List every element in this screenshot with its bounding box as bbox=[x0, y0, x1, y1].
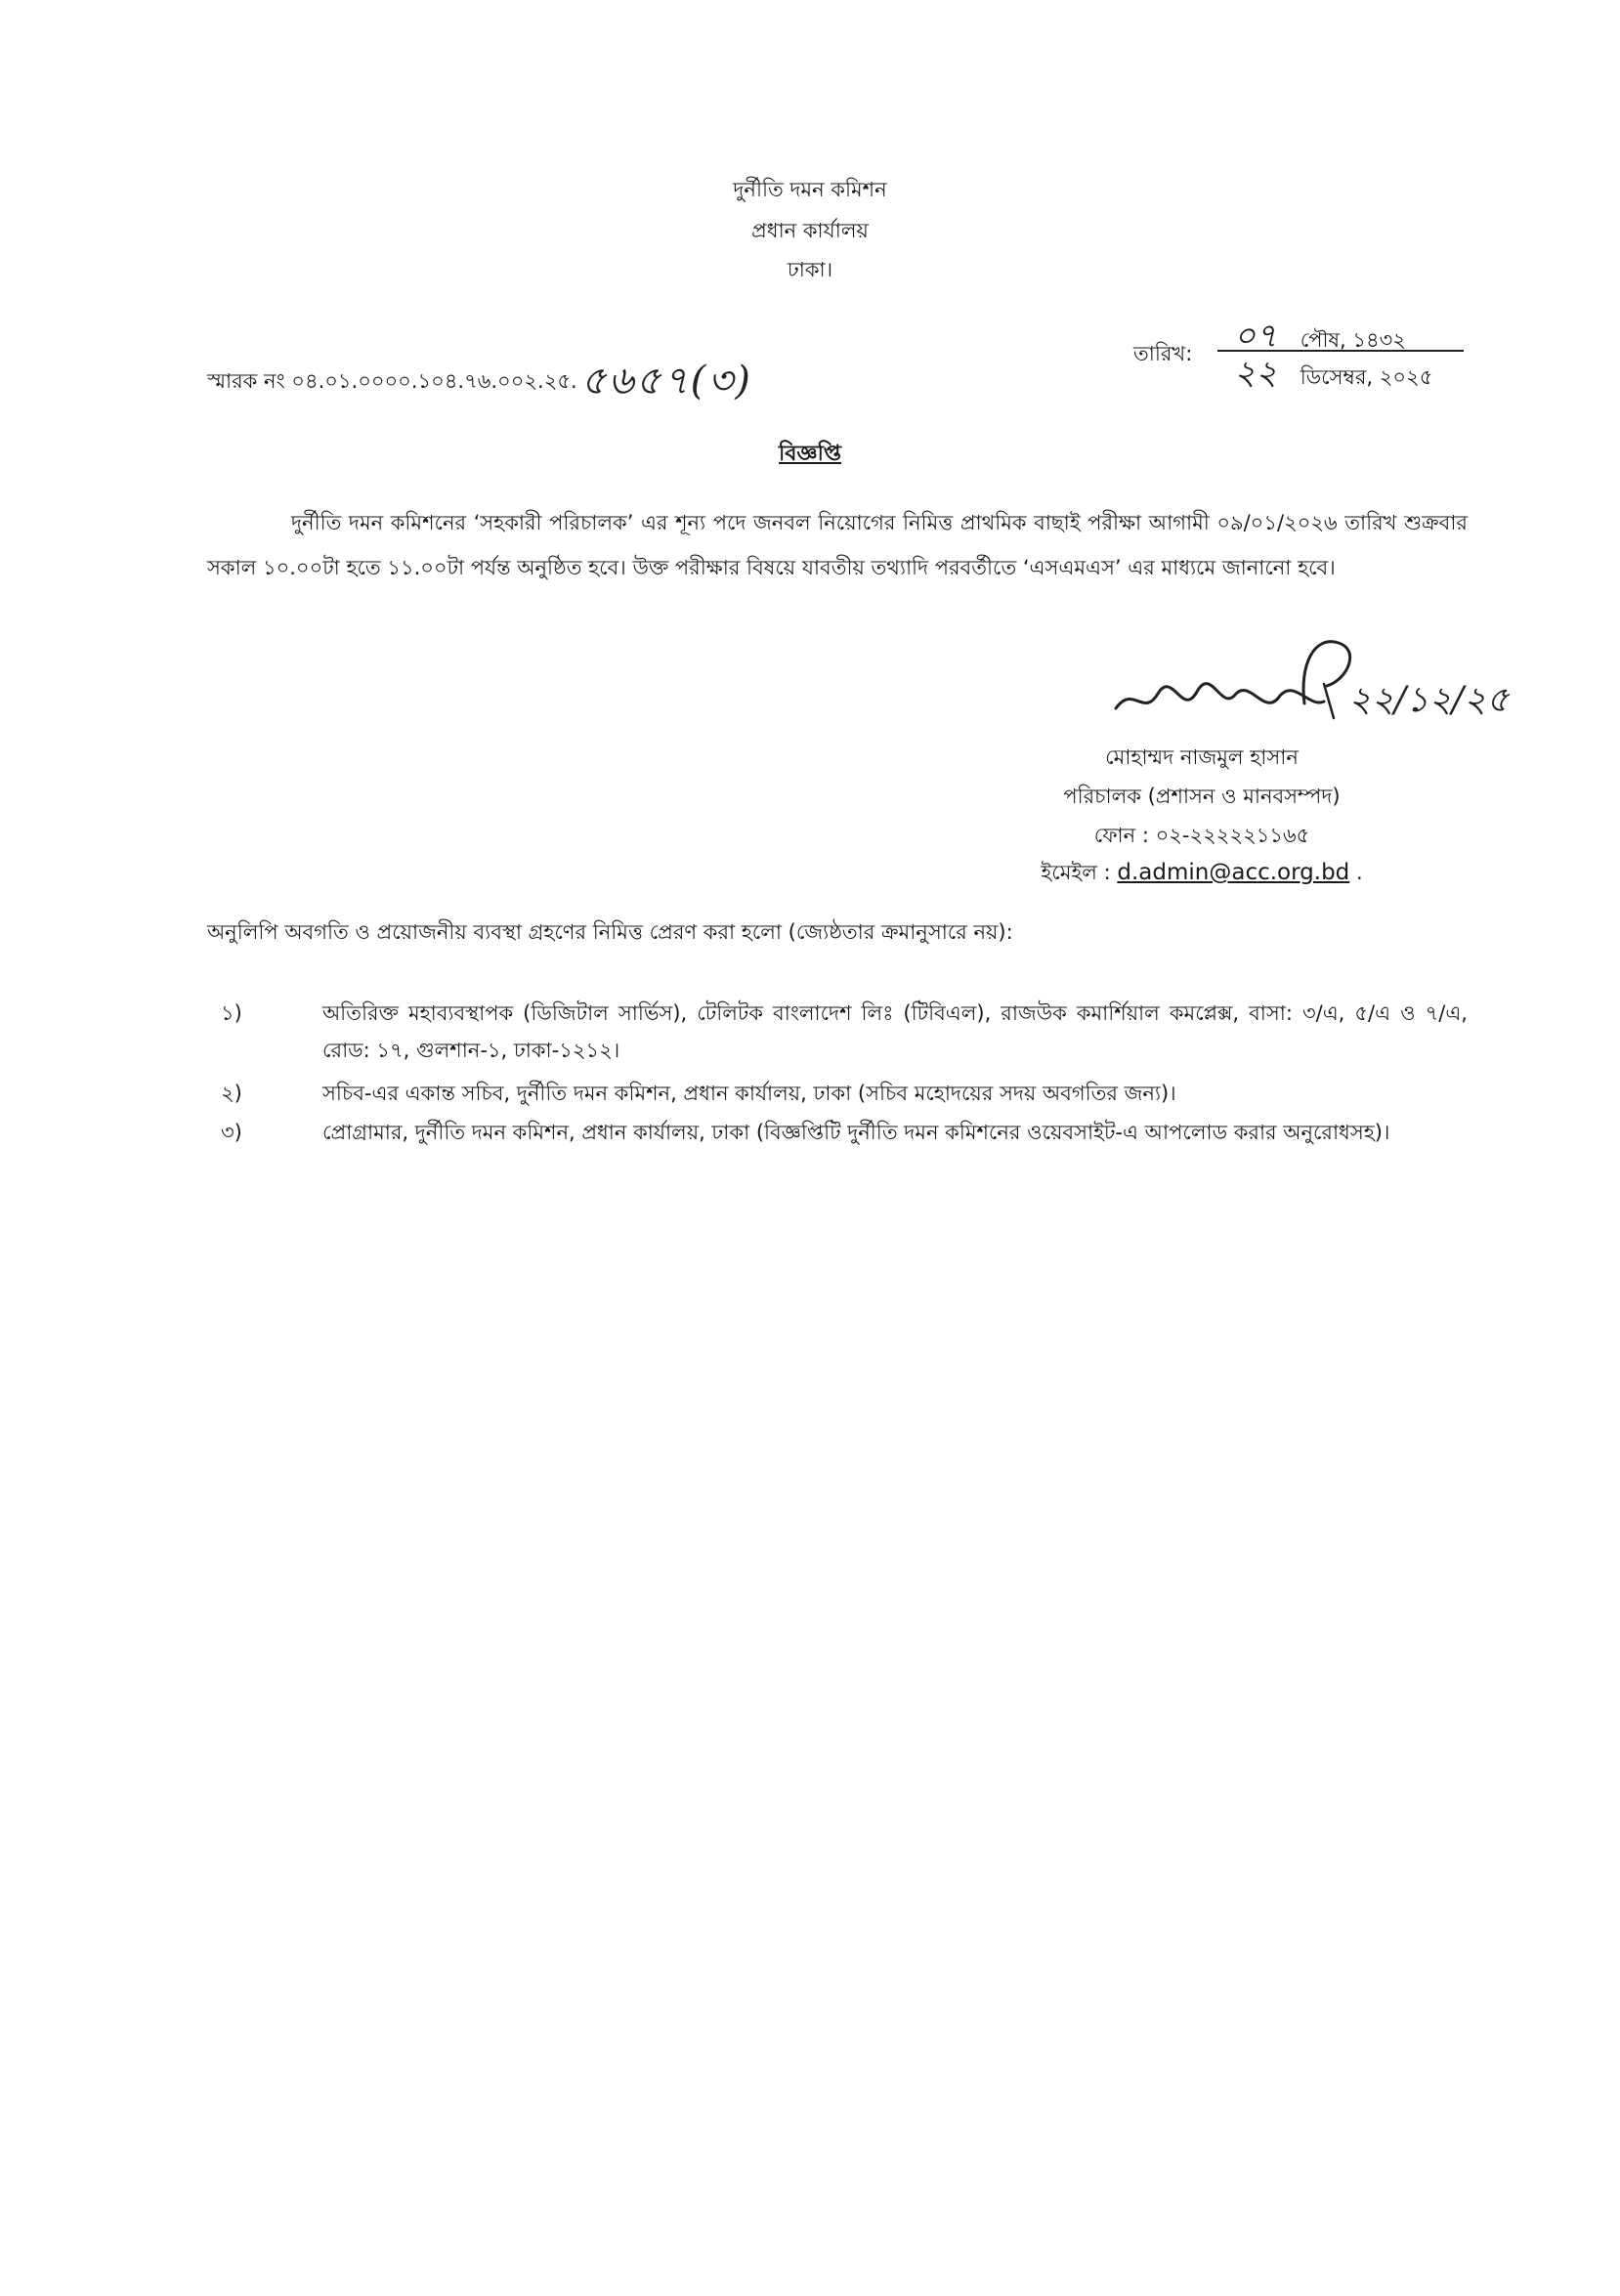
english-month-year: ডিসেম্বর, ২০২৫ bbox=[1300, 365, 1433, 389]
cc-item-text: সচিব-এর একান্ত সচিব, দুর্নীতি দমন কমিশন, প্রধান কার্যালয়, ঢাকা (সচিব মহোদয়ের সদয় অবগতির জন্য)। bbox=[322, 1082, 1176, 1105]
signatory-name: মোহাম্মদ নাজমুল হাসান bbox=[1105, 745, 1299, 769]
date-english bbox=[1217, 348, 1432, 404]
cc-item-text: অতিরিক্ত মহাব্যবস্থাপক (ডিজিটাল সার্ভিস), টেলিটক বাংলাদেশ লিঃ (টিবিএল), রাজউক কমার্শিয়াল কমপ্লেক্স, বাসা: ৩/এ, ৫/এ ও ৭/এ, রোড: ১৭, গুলশান-১, ঢাকা-১২১২। bbox=[322, 1001, 1468, 1062]
signatory-phone: ফোন : ০২-২২২২২১১৬৫ bbox=[1093, 824, 1310, 847]
signatory-designation: পরিচালক (প্রশাসন ও মানবসম্পদ) bbox=[1063, 785, 1341, 808]
memo-label: স্মারক নং ০৪.০১.০০০০.১০৪.৭৬.০০২.২৫. bbox=[207, 369, 577, 393]
email-link[interactable]: d.admin@acc.org.bd bbox=[1117, 860, 1350, 885]
email-trailing-dot: . bbox=[1355, 861, 1363, 884]
bangla-day: ০৭ bbox=[1233, 317, 1278, 356]
notice-title: বিজ্ঞপ্তি bbox=[779, 442, 841, 466]
memo-reference bbox=[207, 344, 752, 409]
notice-body: দুর্নীতি দমন কমিশনের ‘সহকারী পরিচালক’ এর শূন্য পদে জনবল নিয়োগের নিমিত্ত প্রাথমিক বাছাই পরীক্ষা আগামী ০৯/০১/২০২৬ তারিখ শুক্রবার সকাল ১০.০০টা হতে ১১.০০টা পর্যন্ত অনুষ্ঠিত হবে। উক্ত পরীক্ষার বিষয়ে যাবতীয় তথ্যাদি পরবর্তীতে ‘এসএমএস’ এর মাধ্যমে জানানো হবে। bbox=[207, 511, 1468, 579]
signature-date: ২২/১২/২৫ bbox=[1348, 680, 1510, 720]
handwritten-signature bbox=[1104, 625, 1514, 733]
cc-item-number: ২) bbox=[221, 1082, 242, 1105]
city-name: ঢাকা। bbox=[787, 258, 833, 281]
cc-item-number: ১) bbox=[221, 1001, 242, 1025]
organization-name: দুর্নীতি দমন কমিশন bbox=[733, 178, 887, 201]
office-name: প্রধান কার্যালয় bbox=[751, 219, 869, 242]
cc-heading: অনুলিপি অবগতি ও প্রয়োজনীয় ব্যবস্থা গ্রহণের নিমিত্ত প্রেরণ করা হলো (জ্যেষ্ঠতার ক্রমানুসারে নয়): bbox=[207, 920, 1013, 944]
signatory-email-line bbox=[977, 853, 1427, 892]
cc-item-number: ৩) bbox=[221, 1121, 242, 1144]
date-label: তারিখ: bbox=[1133, 342, 1193, 365]
memo-handwritten-number: ৫৬৫৭(৩) bbox=[580, 359, 752, 404]
email-label: ইমেইল : bbox=[1041, 861, 1111, 884]
english-day: ২২ bbox=[1233, 354, 1278, 393]
bangla-month-year: পৌষ, ১৪৩২ bbox=[1300, 328, 1406, 352]
cc-item-text: প্রোগ্রামার, দুর্নীতি দমন কমিশন, প্রধান কার্যালয়, ঢাকা (বিজ্ঞপ্তিটি দুর্নীতি দমন কমিশনের ওয়েবসাইট-এ আপলোড করার অনুরোধসহ)। bbox=[322, 1121, 1390, 1144]
